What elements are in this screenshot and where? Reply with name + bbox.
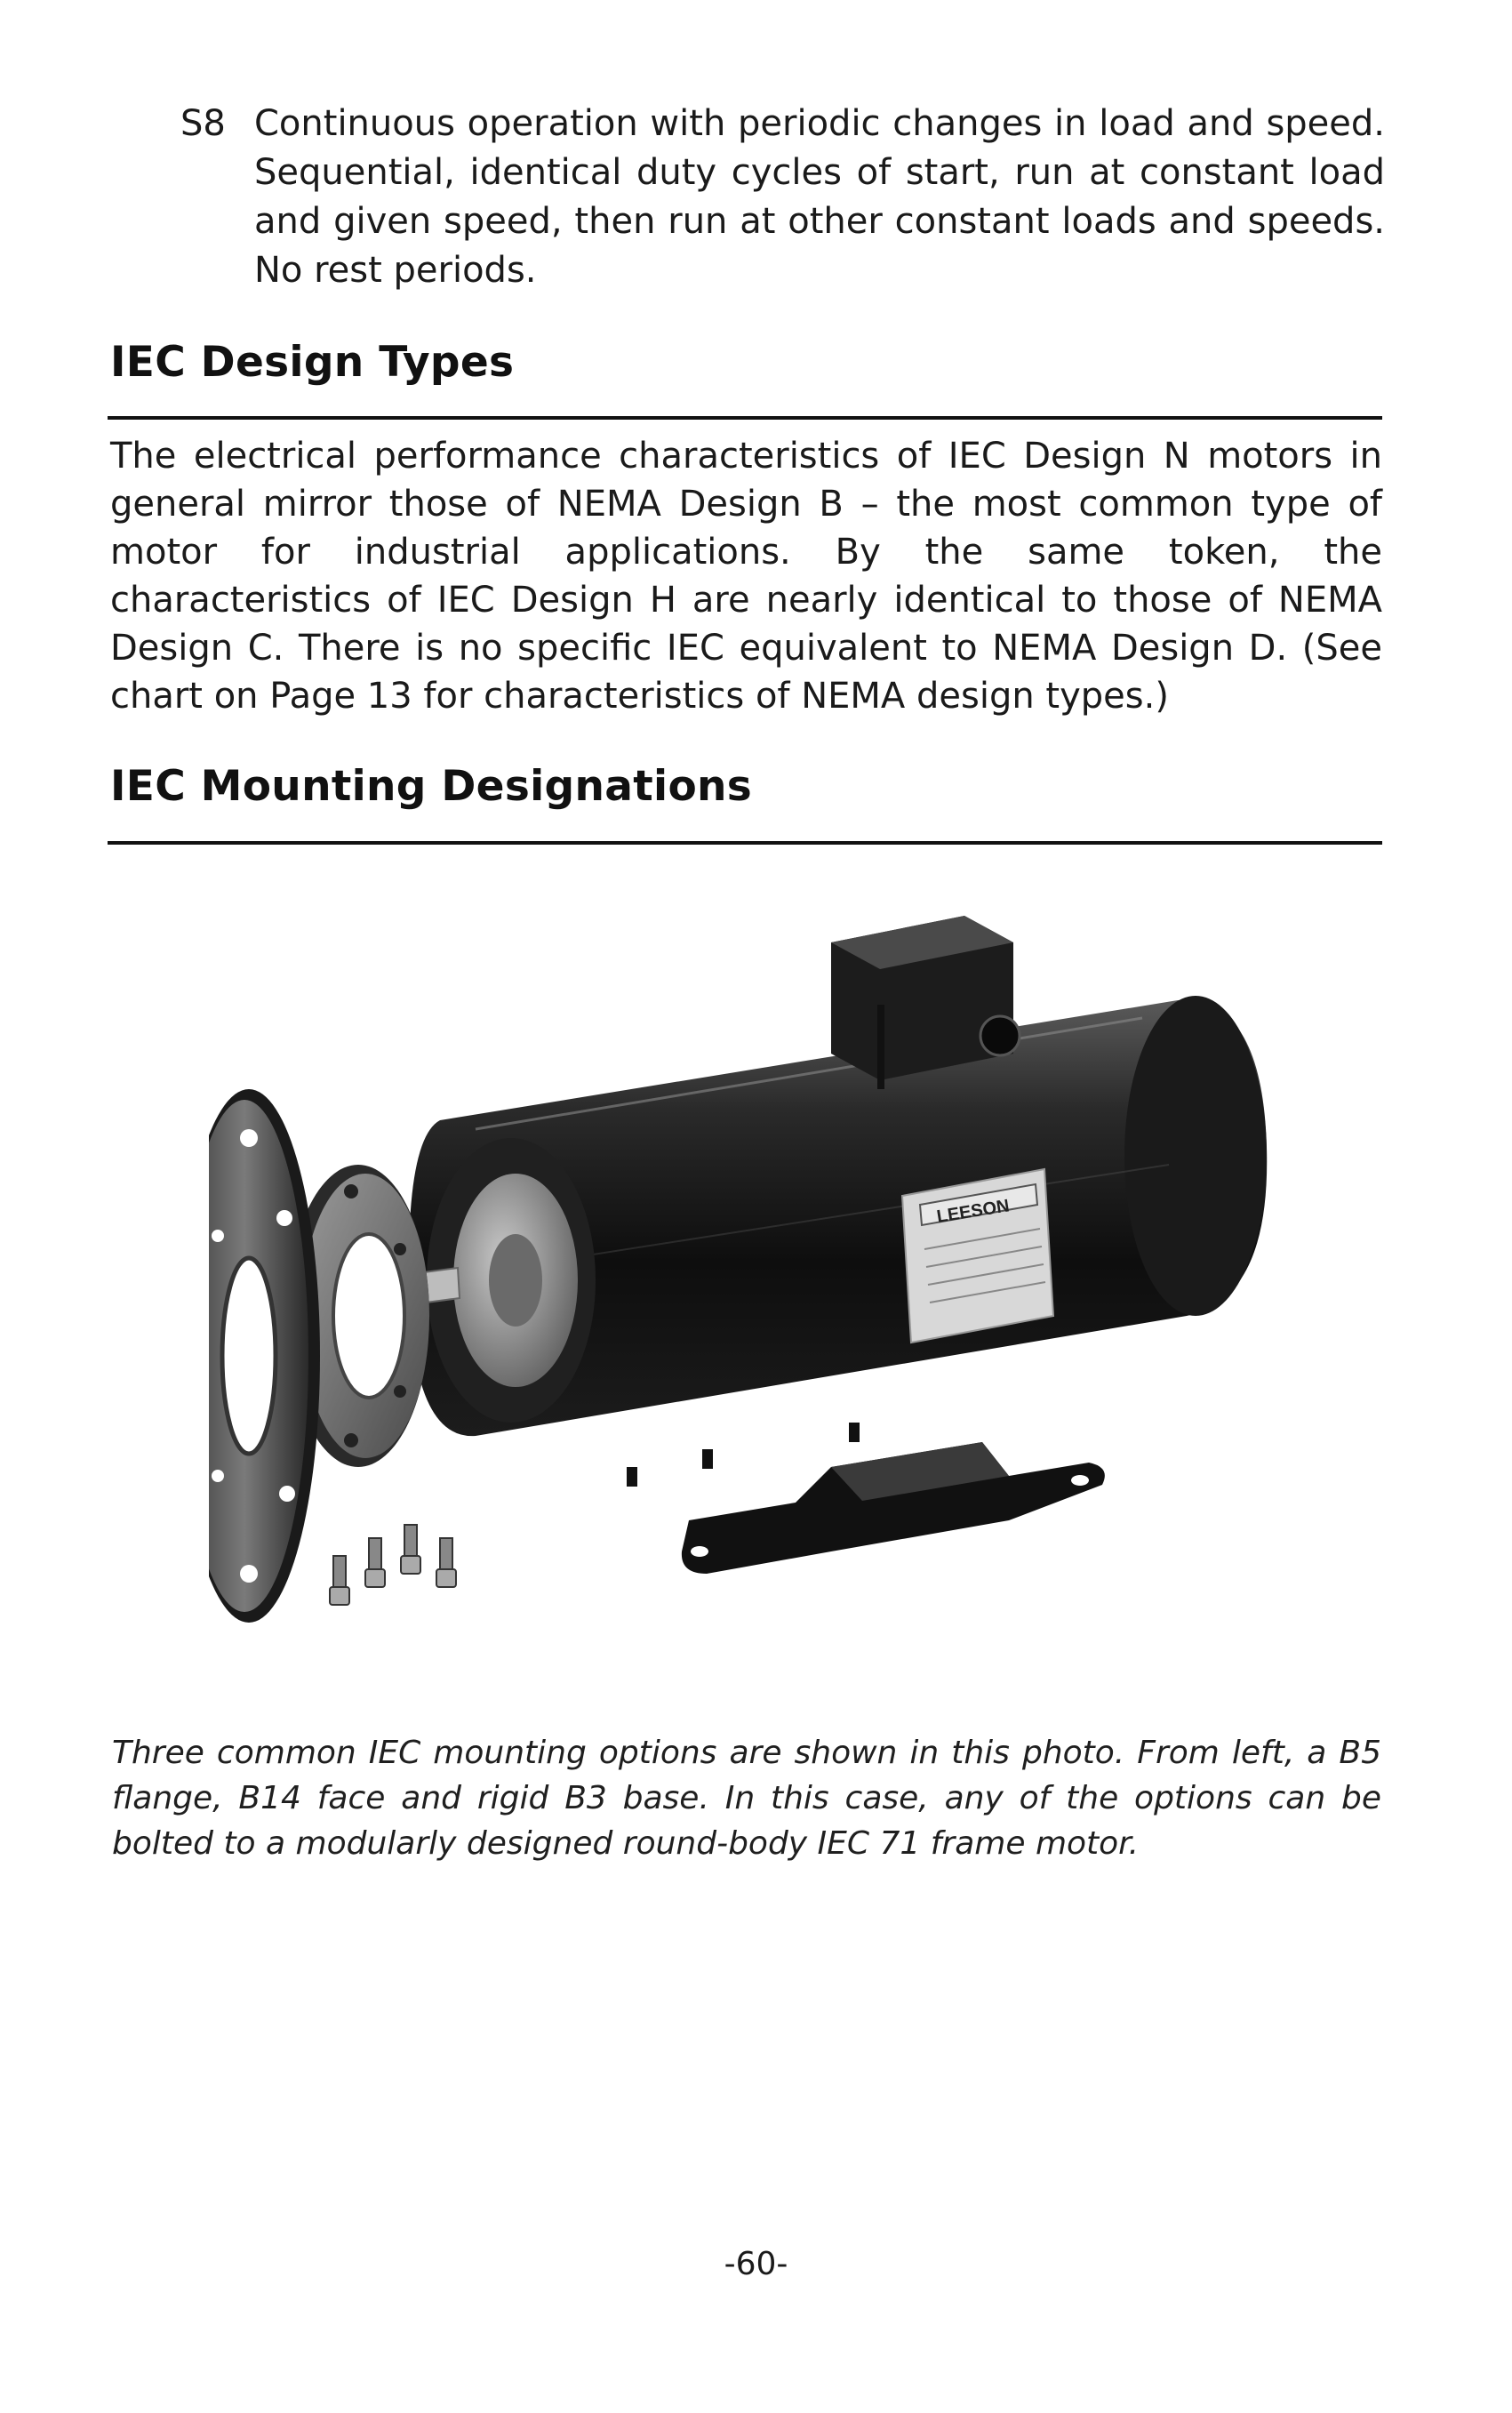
motor-photo [209, 898, 1276, 1680]
design-types-paragraph: The electrical performance characteristics of IEC Design N motors in general mirror those of NEMA Design B – the most common type of motor for industrial applications. By the same token, the characteristics of IEC Design H are nearly identical to those of NEMA Design C. There is no specific IEC equivalent to NEMA Design D. (See chart on Page 13 for characteristics of NEMA design types.) [110, 436, 1382, 717]
page-number: -60- [724, 2246, 788, 2282]
duty-cycle-description: Continuous operation with periodic changes in load and speed. Sequential, identical duty cycles of start, run at constant load and given speed, then run at other constant loads and speeds. No rest periods. [254, 103, 1385, 291]
motor-body [409, 916, 1267, 1487]
section-divider [108, 841, 1382, 845]
section-divider [108, 416, 1382, 420]
b3-base [682, 1442, 1105, 1574]
photo-caption: Three common IEC mounting options are shown in this photo. From left, a B5 flange, B14 face and rigid B3 base. In this case, any of the options can be bolted to a modularly designed round-body IEC 71 frame motor. [112, 1735, 1381, 1862]
duty-cycle-code: S8 [180, 103, 226, 144]
mounting-bolts [330, 1525, 456, 1605]
b5-flange [209, 1089, 320, 1623]
nameplate [902, 1169, 1053, 1343]
section-heading-mounting: IEC Mounting Designations [110, 762, 753, 811]
section-heading-design-types: IEC Design Types [110, 338, 515, 387]
nameplate-brand: LEESON [935, 1196, 1012, 1227]
